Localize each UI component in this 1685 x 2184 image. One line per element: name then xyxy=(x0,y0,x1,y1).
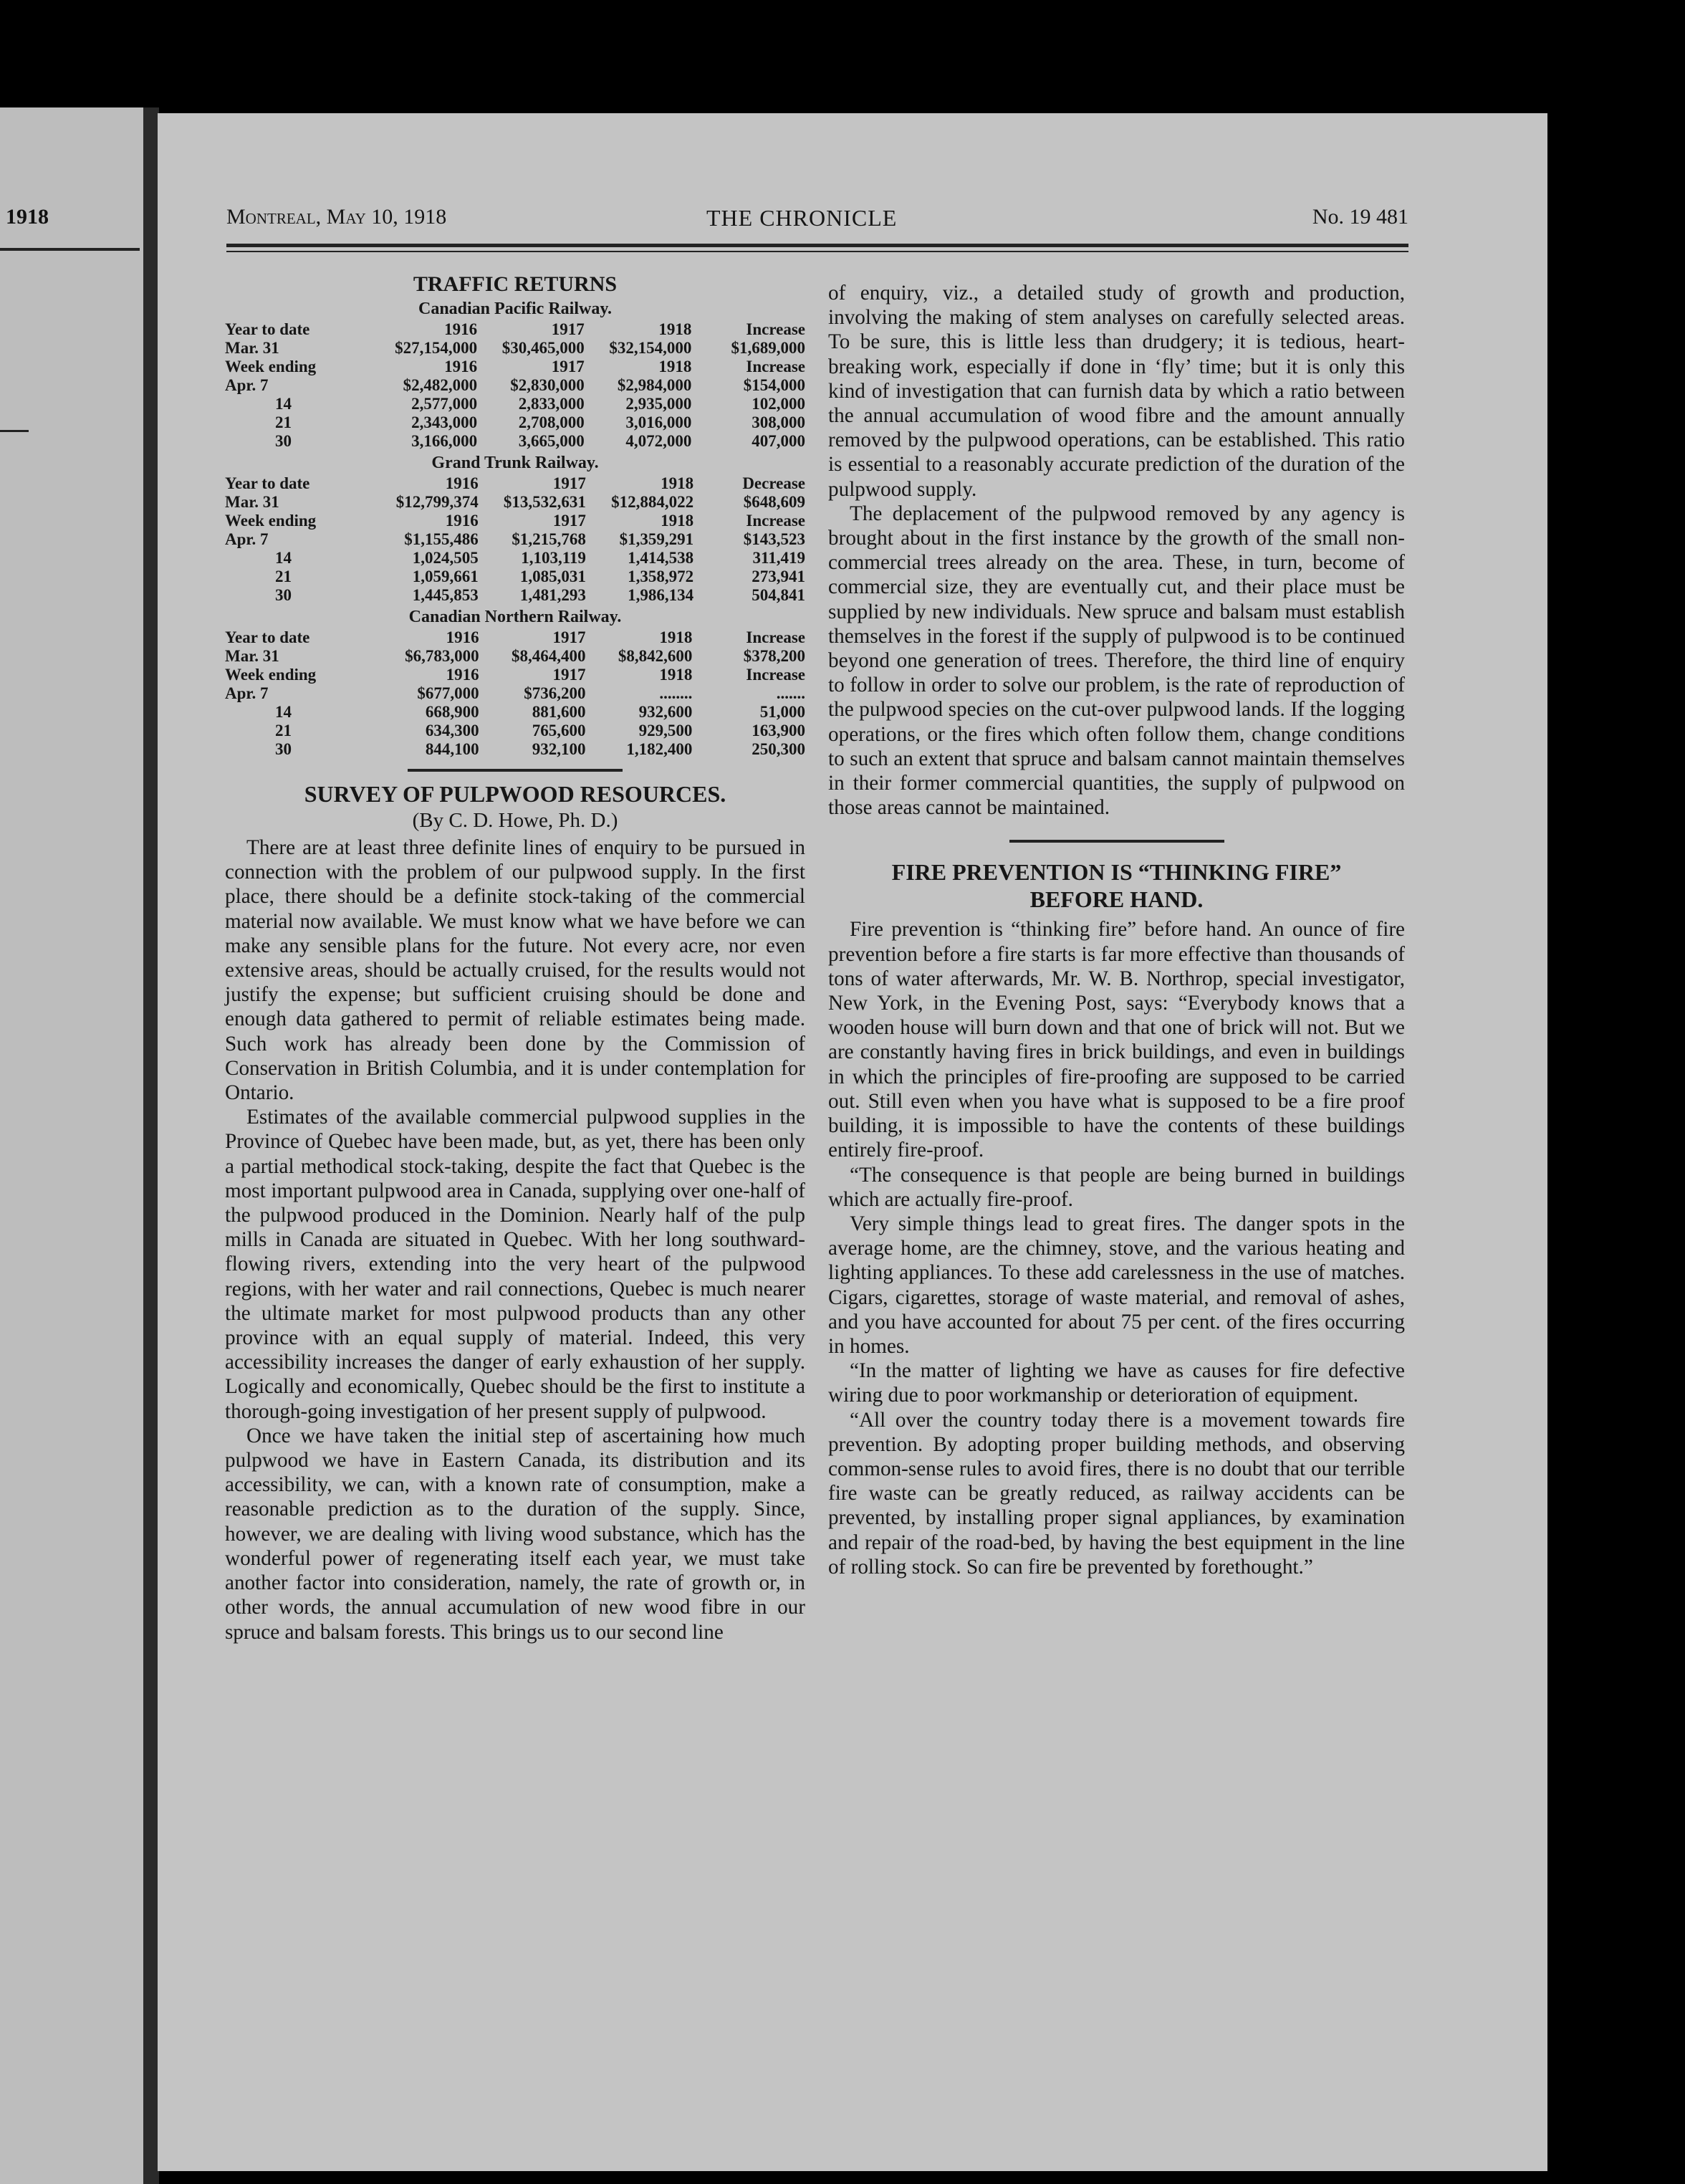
table-cell: 932,600 xyxy=(638,703,693,721)
table-cell: ....... xyxy=(776,684,805,702)
table-cell: 30 xyxy=(275,586,292,604)
table-cell: Year to date xyxy=(225,320,310,338)
table-cell: $27,154,000 xyxy=(395,339,478,357)
table-cell: $1,689,000 xyxy=(731,339,805,357)
table-row xyxy=(225,395,805,413)
table-cell: 1917 xyxy=(552,666,586,684)
table-cell: $30,465,000 xyxy=(501,339,585,357)
table-cell: $1,155,486 xyxy=(404,530,479,548)
table-cell: 932,100 xyxy=(532,740,586,758)
table-cell: 102,000 xyxy=(752,395,805,413)
table-cell: 844,100 xyxy=(425,740,479,758)
table-cell: $32,154,000 xyxy=(609,339,692,357)
table-cell: 1917 xyxy=(552,512,586,530)
table-cell: 1918 xyxy=(659,628,693,646)
table-cell: 21 xyxy=(275,567,292,585)
table-cell: Week ending xyxy=(225,358,317,375)
table-row xyxy=(225,628,805,647)
table-cell: 21 xyxy=(275,722,292,739)
railway-name: Canadian Pacific Railway. xyxy=(418,300,612,318)
table-cell: 308,000 xyxy=(752,413,805,431)
traffic-returns-tables xyxy=(225,300,805,759)
survey-continuation-paragraph: The deplacement of the pulpwood removed by any agency is brought about in the first instance by the growth of the small non-commercial trees already on the area. These, in turn, become of commercial size, they are eventually cut, and their place must be supplied by new individuals. New spruce and balsam must establish themselves in the forest if the supply of pulpwood is to be continued beyond one generation of trees. Therefore, the third line of enquiry to follow in order to solve our problem, is the rate of reproduction of the pulpwood species on the cut-over pulpwood lands. If the logging operations, or the fires which often follow them, change conditions to such an extent that spruce and balsam cannot maintain themselves in their former commercial quantities, the supply of pulpwood on those areas cannot be maintained. xyxy=(828,502,1405,820)
table-cell: $1,215,768 xyxy=(512,530,586,548)
table-cell: $13,532,631 xyxy=(503,493,586,511)
table-cell: $648,609 xyxy=(743,493,805,511)
table-cell: 51,000 xyxy=(759,703,805,721)
table-cell: 2,708,000 xyxy=(518,413,585,431)
table-row xyxy=(225,530,805,549)
table-cell: 30 xyxy=(275,432,292,450)
table-cell: 1918 xyxy=(658,320,692,338)
survey-paragraph: There are at least three definite lines of enquiry to be pursued in connection with the problem of our pulpwood supply. In the first place, there should be a definite stock-taking of the commercial material now available. We must know what we have before we can make any sensible plans for the future. Not every acre, nor even extensive areas, should be actually cruised, for the results would not justify the expense; but sufficient cruising should be done and enough data gathered to permit of reliable estimates being made. Such work has already been done by the Commission of Conservation in British Columbia, and it is under contemplation for Ontario. xyxy=(225,836,805,1105)
table-cell: $6,783,000 xyxy=(405,647,479,665)
table-cell: 311,419 xyxy=(752,549,805,567)
table-cell: 929,500 xyxy=(638,722,693,739)
survey-paragraph: Estimates of the available commercial pulpwood supplies in the Province of Quebec have been made, but, as yet, there has been only a partial methodical stock-taking, despite the fact that Quebec is the most important pulpwood area in Canada, supplying over one-half of the pulpwood produced in the Dominion. Nearly half of the pulp mills in Canada are situated in Quebec. With her long southward-flowing rivers, extending into the very heart of the pulpwood regions, with her water and rail connections, Quebec is much nearer the ultimate market for most pulpwood products than any other province with an equal supply of material. Indeed, this very accessibility increases the danger of early exhaustion of her supply. Logically and economically, Quebec should be the first to institute a thorough-going investigation of her present supply of pulpwood. xyxy=(225,1106,805,1423)
table-cell: $378,200 xyxy=(743,647,805,665)
table-cell: Decrease xyxy=(742,474,805,492)
survey-byline: (By C. D. Howe, Ph. D.) xyxy=(412,809,618,832)
table-cell: 1918 xyxy=(659,666,693,684)
table-row xyxy=(225,684,805,703)
table-cell: Mar. 31 xyxy=(225,647,279,665)
header-dateline: Montreal, May 10, 1918 xyxy=(226,205,447,229)
table-cell: $1,359,291 xyxy=(619,530,694,548)
table-cell: $677,000 xyxy=(417,684,479,702)
table-cell: 14 xyxy=(275,395,292,413)
table-cell: 634,300 xyxy=(425,722,479,739)
table-cell: 881,600 xyxy=(532,703,586,721)
header-rule-thin xyxy=(226,251,1408,252)
table-cell: 1917 xyxy=(552,474,586,492)
traffic-returns-title: TRAFFIC RETURNS xyxy=(413,272,618,296)
table-cell: 2,935,000 xyxy=(625,395,692,413)
table-cell: $143,523 xyxy=(743,530,805,548)
table-cell: 1918 xyxy=(661,512,694,530)
table-cell: Week ending xyxy=(225,512,317,530)
traffic-table xyxy=(225,474,805,605)
table-cell: 21 xyxy=(275,413,292,431)
table-cell: Increase xyxy=(746,628,805,646)
table-cell: 1917 xyxy=(552,628,586,646)
table-cell: $154,000 xyxy=(743,376,805,394)
page-binding-edge xyxy=(143,107,159,2184)
table-row xyxy=(225,493,805,512)
table-row xyxy=(225,432,805,451)
table-cell: $12,799,374 xyxy=(395,493,479,511)
table-cell: 1,481,293 xyxy=(519,586,586,604)
railway-name: Grand Trunk Railway. xyxy=(431,454,599,472)
survey-continuation-paragraph: of enquiry, viz., a detailed study of growth and production, involving the making of stem analyses on carefully selected areas. To be sure, this is little less than drudgery; it is tedious, heart-breaking work, especially if done in ‘fly’ time; but it is only this kind of investigation that can furnish data by which a ratio between the annual accumulation of wood fibre and the amount annually removed by the pulpwood operations, can be established. This ratio is essential to a reasonably accurate prediction of the duration of the pulpwood supply. xyxy=(828,282,1405,501)
table-cell: $736,200 xyxy=(524,684,586,702)
table-cell: 250,300 xyxy=(752,740,805,758)
table-cell: 3,166,000 xyxy=(411,432,478,450)
facing-page-strip xyxy=(0,107,143,2184)
table-row xyxy=(225,647,805,666)
table-row xyxy=(225,549,805,567)
fire-paragraph: “The consequence is that people are being burned in buildings which are actually fire-proof. xyxy=(828,1163,1405,1211)
table-cell: $12,884,022 xyxy=(611,493,694,511)
table-cell: Increase xyxy=(746,666,805,684)
table-cell: Mar. 31 xyxy=(225,339,279,357)
table-cell: 4,072,000 xyxy=(625,432,692,450)
table-cell: 1916 xyxy=(444,320,478,338)
table-cell: Apr. 7 xyxy=(225,684,269,702)
table-cell: $2,984,000 xyxy=(617,376,692,394)
header-publication-title: THE CHRONICLE xyxy=(706,205,898,231)
table-row xyxy=(225,376,805,395)
table-cell: Increase xyxy=(746,512,805,530)
table-row xyxy=(225,413,805,432)
table-cell: 1917 xyxy=(551,358,585,375)
table-row xyxy=(225,703,805,722)
fire-paragraph: Fire prevention is “thinking fire” before hand. An ounce of fire prevention before a fire starts is far more effective than thousands of tons of water afterwards, Mr. W. B. Northrop, special investigator, New York, in the Evening Post, says: “Everybody knows that a wooden house will burn down and that one of brick will not. But we are constantly having fires in brick buildings, and even in buildings in which the principles of fire-proofing are supposed to be carried out. Still even when you have what is supposed to be a fire proof building, it is impossible to have the contents of these buildings entirely fire-proof. xyxy=(828,918,1405,1162)
section-divider xyxy=(1009,840,1224,843)
table-row xyxy=(225,339,805,358)
table-cell: $8,464,400 xyxy=(512,647,586,665)
table-cell: 1916 xyxy=(445,474,479,492)
table-cell: 504,841 xyxy=(752,586,805,604)
fire-paragraph: “All over the country today there is a movement towards fire prevention. By adopting proper building methods, and observing common-sense rules to avoid fires, there is no doubt that our terrible fire waste can be greatly reduced, as railway accidents can be prevented, by installing proper signal appliances, by examination and repair of the road-bed, by having the best equipment in the line of rolling stock. So can fire be prevented by forethought.” xyxy=(828,1408,1405,1579)
left-column xyxy=(225,272,805,1644)
table-row xyxy=(225,320,805,339)
survey-article-title: SURVEY OF PULPWOOD RESOURCES. xyxy=(304,781,726,807)
table-cell: 14 xyxy=(275,549,292,567)
table-cell: 1,103,119 xyxy=(521,549,586,567)
fire-paragraph: Very simple things lead to great fires. The danger spots in the average home, are the chimney, stove, and the various heating and lighting appliances. To these add carelessness in the use of matches. Cigars, cigarettes, storage of waste material, and removal of ashes, and you have accounted for about 75 per cent. of the fires occurring in homes. xyxy=(828,1212,1405,1358)
table-cell: 668,900 xyxy=(425,703,479,721)
railway-name: Canadian Northern Railway. xyxy=(408,608,622,626)
table-cell: $2,482,000 xyxy=(403,376,478,394)
table-cell: 273,941 xyxy=(752,567,805,585)
table-cell: 163,900 xyxy=(752,722,805,739)
table-row xyxy=(225,512,805,530)
traffic-table xyxy=(225,320,805,451)
table-cell: 1918 xyxy=(658,358,692,375)
table-cell: ........ xyxy=(659,684,693,702)
facing-page-rule xyxy=(0,248,140,251)
survey-paragraph: Once we have taken the initial step of ascertaining how much pulpwood we have in Eastern Canada, its distribution and its accessibility, we can, with a known rate of consumption, make a reasonable prediction as to the duration of the supply. Since, however, we are dealing with living wood substance, which has the wonderful power of regenerating itself each year, we must take another factor into consideration, namely, the rate of growth or, in other words, the annual accumulation of new wood fibre in our spruce and balsam forests. This brings us to our second line xyxy=(225,1424,805,1644)
table-row xyxy=(225,740,805,759)
table-cell: Mar. 31 xyxy=(225,493,279,511)
table-cell: 1,414,538 xyxy=(628,549,694,567)
table-cell: 1,182,400 xyxy=(626,740,693,758)
table-cell: 2,577,000 xyxy=(411,395,478,413)
table-cell: 30 xyxy=(275,740,292,758)
traffic-table xyxy=(225,628,805,759)
table-cell: 14 xyxy=(275,703,292,721)
table-cell: $8,842,600 xyxy=(618,647,693,665)
table-cell: 1916 xyxy=(445,512,479,530)
table-cell: 2,343,000 xyxy=(411,413,478,431)
fire-article-title-line2: BEFORE HAND. xyxy=(1029,886,1204,913)
table-cell: 1,024,505 xyxy=(412,549,479,567)
header-issue-page: No. 19 481 xyxy=(1312,205,1408,229)
table-cell: Week ending xyxy=(225,666,317,684)
table-cell: 2,833,000 xyxy=(518,395,585,413)
header-rule xyxy=(226,244,1408,247)
table-cell: 3,665,000 xyxy=(518,432,585,450)
table-cell: Apr. 7 xyxy=(225,376,269,394)
table-cell: 407,000 xyxy=(752,432,805,450)
table-cell: 765,600 xyxy=(532,722,586,739)
table-cell: 1,059,661 xyxy=(412,567,479,585)
table-cell: 1,445,853 xyxy=(412,586,479,604)
table-cell: Apr. 7 xyxy=(225,530,269,548)
table-cell: 1916 xyxy=(444,358,478,375)
fire-article-title-line1: FIRE PREVENTION IS “THINKING FIRE” xyxy=(891,859,1342,886)
table-cell: 1,986,134 xyxy=(628,586,694,604)
table-cell: $2,830,000 xyxy=(510,376,585,394)
fire-paragraph: “In the matter of lighting we have as causes for fire defective wiring due to poor workmanship or deterioration of equipment. xyxy=(828,1359,1405,1407)
table-cell: 1,085,031 xyxy=(519,567,586,585)
table-cell: Increase xyxy=(746,320,805,338)
table-row xyxy=(225,474,805,493)
section-divider xyxy=(408,769,623,772)
table-cell: Year to date xyxy=(225,628,310,646)
table-cell: 1916 xyxy=(446,666,479,684)
table-row xyxy=(225,358,805,376)
table-row xyxy=(225,567,805,586)
table-row xyxy=(225,586,805,605)
table-cell: 1918 xyxy=(661,474,694,492)
facing-page-box-edge xyxy=(0,430,29,432)
page-header xyxy=(226,205,1408,234)
table-cell: Increase xyxy=(746,358,805,375)
table-row xyxy=(225,666,805,684)
table-cell: 1917 xyxy=(551,320,585,338)
facing-page-year: 1918 xyxy=(6,205,49,229)
table-cell: Year to date xyxy=(225,474,310,492)
table-cell: 1,358,972 xyxy=(628,567,694,585)
table-cell: 1916 xyxy=(446,628,479,646)
table-cell: 3,016,000 xyxy=(625,413,692,431)
right-column xyxy=(828,281,1405,1579)
table-row xyxy=(225,722,805,740)
